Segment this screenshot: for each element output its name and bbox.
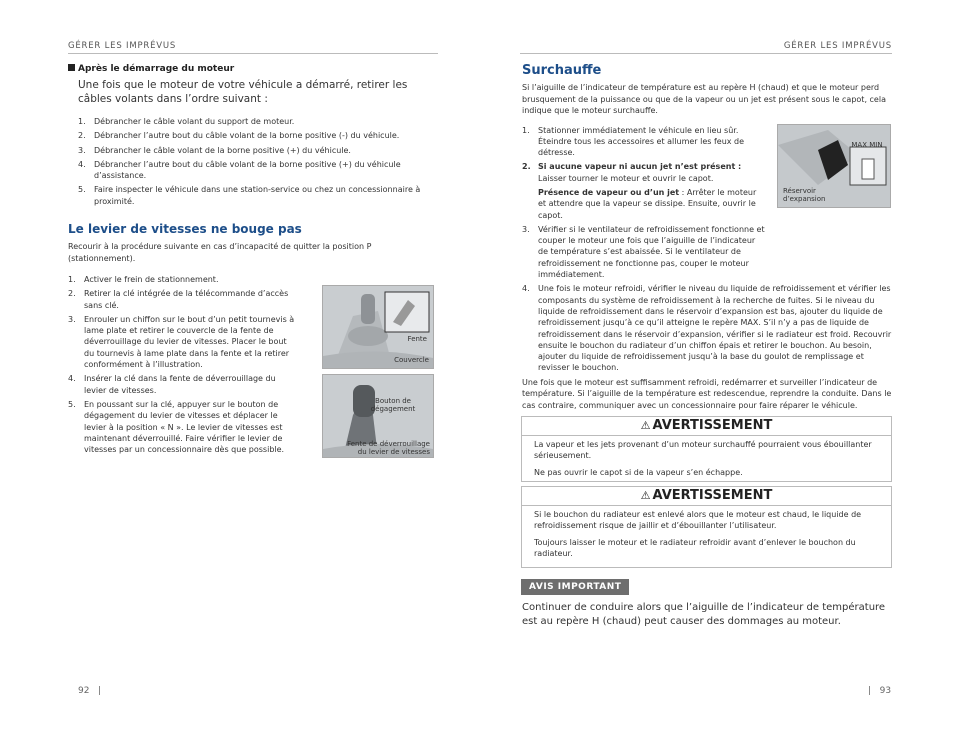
- warning-box-radiator: [521, 486, 892, 568]
- warning-body: [522, 506, 891, 570]
- overheating-intro: Si l’aiguille de l’indicateur de température est au repère H (chaud) et que le moteur perd brusquement de la puissance ou que de la vapeur ou un jet est présent sous le capot, cela indique que le moteur surchauffe.: [522, 83, 886, 115]
- warning-text: Ne pas ouvrir le capot si de la vapeur s’en échappe.: [534, 467, 743, 477]
- max-min-label: MAX MIN: [851, 141, 883, 149]
- warning-title-bar: ⚠ AVERTISSEMENT: [522, 417, 891, 436]
- fig2-label-fente: Fente de déverrouillage du levier de vitesses: [347, 440, 430, 456]
- warning-text: Si le bouchon du radiateur est enlevé alors que le moteur est chaud, le liquide de refroidissement risque de jaillir et d’ébouillanter l’utilisateur.: [534, 510, 862, 531]
- list-item: 4. Débrancher l’autre bout du câble volant de la borne positive (+) du véhicule d’assistance.: [78, 159, 401, 181]
- list-item: 2. Retirer la clé intégrée de la télécommande d’accès sans clé.: [68, 289, 289, 310]
- warning-triangle-icon: ⚠: [640, 489, 651, 502]
- after-start-heading: Après le démarrage du moteur: [68, 64, 436, 74]
- fig2-label-bouton: Bouton de dégagement: [370, 397, 416, 413]
- square-bullet-icon: [68, 64, 75, 71]
- shift-release-illustration: [322, 374, 434, 458]
- after-start-section: [68, 64, 436, 210]
- important-notice-tag: AVIS IMPORTANT: [521, 579, 629, 595]
- after-start-steps: [78, 116, 436, 207]
- warning-triangle-icon: ⚠: [640, 419, 651, 432]
- shift-intro: Recourir à la procédure suivante en cas d’incapacité de quitter la position P (stationnement).: [68, 242, 372, 263]
- left-page-number: 92 |: [78, 686, 102, 696]
- expansion-tank-label: Réservoir d’expansion: [783, 187, 826, 203]
- fig1-label-fente: Fente: [407, 335, 427, 343]
- list-item: 3. Enrouler un chiffon sur le bout d’un petit tournevis à lame plate et retirer le couvercle de la fente de déverrouillage du levier de vitesses. Placer le bout du tournevis à lame plate dans la fente et la retirer conformément à l’illustration.: [68, 314, 295, 370]
- list-item: 2. Si aucune vapeur ni aucun jet n’est présent : Laisser tourner le moteur et ouvrir le capot. Présence de vapeur ou d’un jet : Arrêter le moteur et attendre que la vapeur se dissipe. Ensuite, ouvrir le capot.: [522, 162, 757, 220]
- right-page-number: | 93: [868, 686, 892, 696]
- overheating-section: [522, 63, 892, 411]
- overheating-heading: Surchauffe: [522, 63, 602, 78]
- right-header-rule: [520, 53, 892, 54]
- list-item: 1. Activer le frein de stationnement.: [68, 275, 219, 284]
- warning-text: Toujours laisser le moteur et le radiateur refroidir avant d’enlever le bouchon du radiateur.: [534, 537, 856, 558]
- warning-text: La vapeur et les jets provenant d’un moteur surchauffé pourraient vous ébouillanter sérieusement.: [534, 440, 872, 461]
- left-header-rule: [68, 53, 438, 54]
- list-item: 2. Débrancher l’autre bout du câble volant de la borne positive (-) du véhicule.: [78, 131, 400, 141]
- shift-steps: [68, 274, 298, 455]
- list-item: 1. Débrancher le câble volant du support de moteur.: [78, 117, 295, 126]
- important-notice-text: Continuer de conduire alors que l’aiguille de l’indicateur de température est au repère H (chaud) peut causer des dommages au moteur.: [522, 602, 886, 627]
- warning-body: [522, 436, 891, 489]
- shift-heading: Le levier de vitesses ne bouge pas: [68, 222, 302, 236]
- overheating-steps: [522, 125, 766, 281]
- list-item: 4. Une fois le moteur refroidi, vérifier le niveau du liquide de refroidissement et vérifier les composants du système de refroidissement à la recherche de fuites. Si le niveau du liquide de refroidissement dans le réservoir d’expansion est bas, ajouter du liquide de refroidissement jusqu’à ce qu’il atteigne le repère MAX. S’il n’y a pas de liquide de refroidissement dans le réservoir d’expansion, vérifier si le radiateur est froid. Recouvrir ensuite le bouchon du radiateur d’un chiffon épais et retirer le bouchon. Au besoin, ajouter du liquide de refroidissement jusqu’à la base du goulot de remplissage et revisser le bouchon.: [522, 284, 892, 373]
- list-item: 3. Vérifier si le ventilateur de refroidissement fonctionne et couper le moteur une fois que l’aiguille de l’indicateur de température s’est abaissée. Si le ventilateur de refroidissement ne fonctionne pas, couper le moteur immédiatement.: [522, 224, 765, 280]
- left-running-header: GÉRER LES IMPRÉVUS: [68, 41, 177, 51]
- list-item: 5. En poussant sur la clé, appuyer sur le bouton de dégagement du levier de vitesses et déplacer le levier à la position « N ». Le levier de vitesses est maintenant déverrouillé. Faire vérifier le levier de vitesses par un concessionnaire dès que possible.: [68, 399, 285, 455]
- list-item: 4. Insérer la clé dans la fente de déverrouillage du levier de vitesses.: [68, 374, 276, 395]
- overheating-steps-cont: [522, 283, 892, 373]
- list-item: 3. Débrancher le câble volant de la borne positive (+) du véhicule.: [78, 145, 351, 155]
- list-item: 1. Stationner immédiatement le véhicule en lieu sûr. Éteindre tous les accessoires et allumer les feux de détresse.: [522, 125, 745, 158]
- after-start-intro: Une fois que le moteur de votre véhicule a démarré, retirer les câbles volants dans l’ordre suivant :: [78, 79, 408, 105]
- overheating-outro: Une fois que le moteur est suffisamment refroidi, redémarrer et surveiller l’indicateur de température. Si l’aiguille de la température est redescendue, reprendre la conduite. Dans le cas contraire, communiquer avec un concessionnaire pour faire réparer le véhicule.: [522, 377, 892, 410]
- shift-slot-illustration: [322, 285, 434, 369]
- list-item: 5. Faire inspecter le véhicule dans une station-service ou chez un concessionnaire à proximité.: [78, 185, 421, 206]
- warning-box-steam: [521, 416, 892, 482]
- expansion-tank-illustration: [777, 124, 891, 208]
- fig1-label-couvercle: Couvercle: [394, 356, 429, 364]
- warning-title-bar: ⚠ AVERTISSEMENT: [522, 487, 891, 506]
- right-running-header: GÉRER LES IMPRÉVUS: [783, 41, 892, 51]
